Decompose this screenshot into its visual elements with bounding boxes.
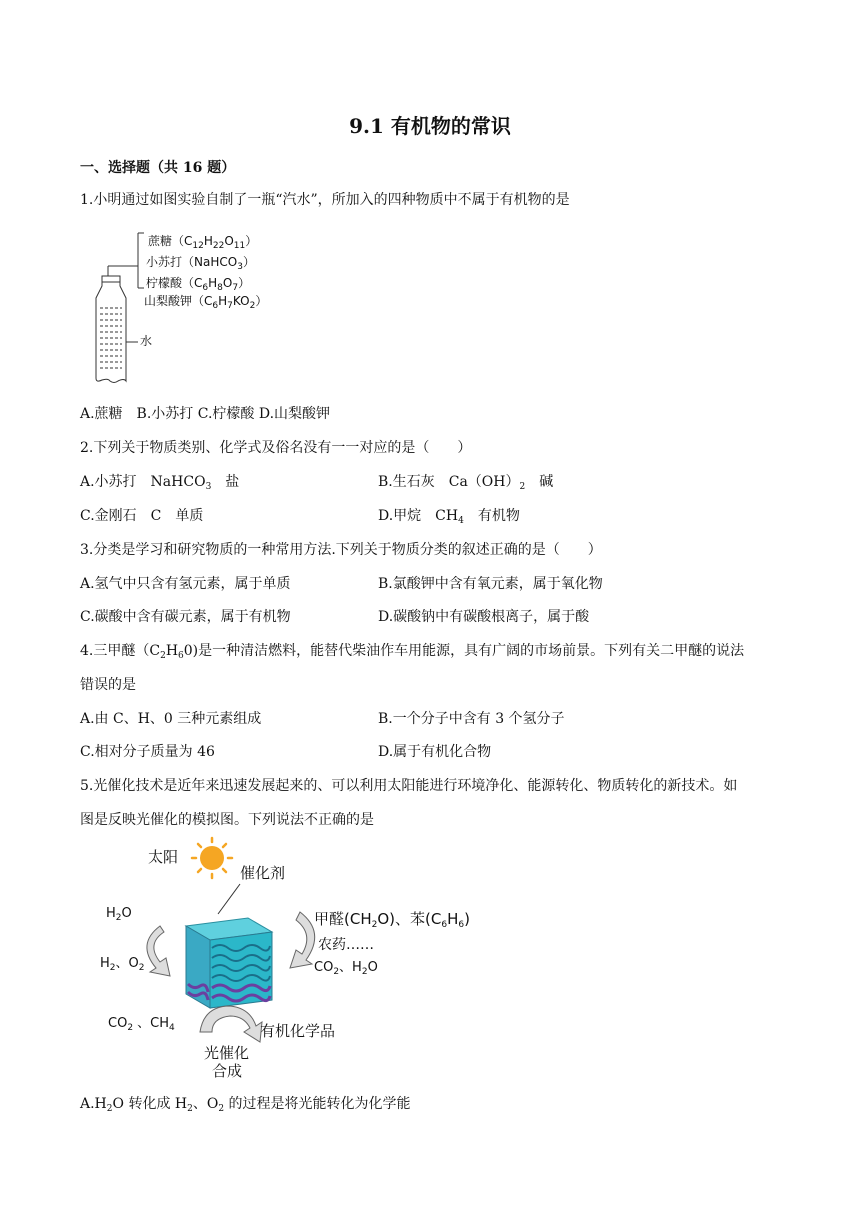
- label-h2-o2: $H_2$、$O_2$: [100, 956, 145, 973]
- q4-stem-line2: 错误的是: [80, 677, 136, 693]
- potassium-sorbate-name: 山梨酸钾: [144, 294, 193, 308]
- label-organic-chemicals: 有机化学品: [260, 1022, 336, 1040]
- q4-option-b: B.一个分子中含有 3 个氢分子: [378, 711, 565, 727]
- q1-label-citric-acid: 柠檬酸$(C_6H_8O_7)$: [146, 276, 251, 293]
- q1-figure: [88, 228, 288, 388]
- q2-option-c: C.金刚石 C 单质: [80, 508, 204, 524]
- q3-option-d: D.碳酸钠中有碳酸根离子，属于酸: [378, 609, 590, 625]
- sucrose-name: 蔗糖: [148, 234, 173, 248]
- bottom-arrow-icon: [200, 1006, 262, 1042]
- q2-option-d: D.甲烷 $CH_4$ 有机物: [378, 508, 520, 526]
- q3-option-c: C.碳酸中含有碳元素，属于有机物: [80, 609, 291, 625]
- q3-stem: 3.分类是学习和研究物质的一种常用方法.下列关于物质分类的叙述正确的是（ ）: [80, 542, 602, 558]
- catalyst-cube: [186, 918, 272, 1008]
- q5-figure: [100, 836, 500, 1086]
- q2-stem: 2.下列关于物质类别、化学式及俗名没有一一对应的是（ ）: [80, 440, 472, 456]
- label-catalyst: 催化剂: [240, 864, 286, 882]
- q2-option-b: B.生石灰 $Ca(OH)_2$ 碱: [378, 474, 554, 492]
- label-co2-h2o: $CO_2$、$H_2O$: [314, 960, 378, 977]
- label-organics: 甲醛$(CH_2O)$、苯$(C_6H_6)$: [314, 910, 470, 930]
- page-title: 9.1 有机物的常识: [349, 114, 511, 138]
- baking-soda-name: 小苏打: [146, 255, 183, 269]
- q5-stem-line2: 图是反映光催化的模拟图。下列说法不正确的是: [80, 812, 374, 828]
- q4-option-d: D.属于有机化合物: [378, 744, 492, 760]
- q4-option-a: A.由 C、H、0 三种元素组成: [80, 711, 262, 727]
- q5-stem-line1: 5.光催化技术是近年来迅速发展起来的、可以利用太阳能进行环境净化、能源转化、物质转化的新技术。如: [80, 778, 738, 794]
- citric-acid-name: 柠檬酸: [146, 276, 183, 290]
- q1-stem: 1.小明通过如图实验自制了一瓶“汽水”，所加入的四种物质中不属于有机物的是: [80, 192, 570, 208]
- q1-label-potassium-sorbate: 山梨酸钾$(C_6H_7KO_2)$: [144, 294, 268, 311]
- label-synthesis-line1: 光催化: [204, 1044, 250, 1062]
- q1-options: A.蔗糖 B.小苏打 C.柠檬酸 D.山梨酸钾: [80, 406, 331, 422]
- q4-option-c: C.相对分子质量为 46: [80, 744, 215, 760]
- label-synthesis-line2: 合成: [212, 1062, 243, 1080]
- right-arrow-icon: [290, 912, 315, 968]
- q5-option-a: $A.H_2O$ 转化成 $H_2$、$O_2$ 的过程是将光能转化为化学能: [80, 1096, 411, 1114]
- section-heading: 一、选择题（共 16 题）: [80, 160, 236, 176]
- q1-label-baking-soda: 小苏打（NaHCO$_3$）: [146, 255, 255, 272]
- sun-icon: [192, 838, 232, 878]
- photocatalysis-figure: [100, 836, 500, 1086]
- q1-label-sucrose: 蔗糖$(C_{12}H_{22}O_{11})$: [148, 234, 258, 251]
- left-arrow-icon: [147, 926, 170, 976]
- label-pesticide: 农药……: [318, 937, 374, 953]
- q3-option-b: B.氯酸钾中含有氧元素，属于氧化物: [378, 576, 603, 592]
- label-sun: 太阳: [148, 848, 179, 866]
- q4-stem-line1: 4.三甲醚$(C_2H_60)$是一种清洁燃料，能替代柴油作车用能源，具有广阔的市场前景。下列有关二甲醚的说法: [80, 643, 745, 661]
- label-co2-ch4: $CO_2$ 、$CH_4$: [108, 1016, 175, 1033]
- label-h2o: $H_2O$: [106, 906, 132, 923]
- q1-label-water: 水: [140, 334, 153, 348]
- q2-option-a: A.小苏打 NaHCO$_3$ 盐: [80, 474, 240, 492]
- q3-option-a: A.氢气中只含有氢元素，属于单质: [80, 576, 291, 592]
